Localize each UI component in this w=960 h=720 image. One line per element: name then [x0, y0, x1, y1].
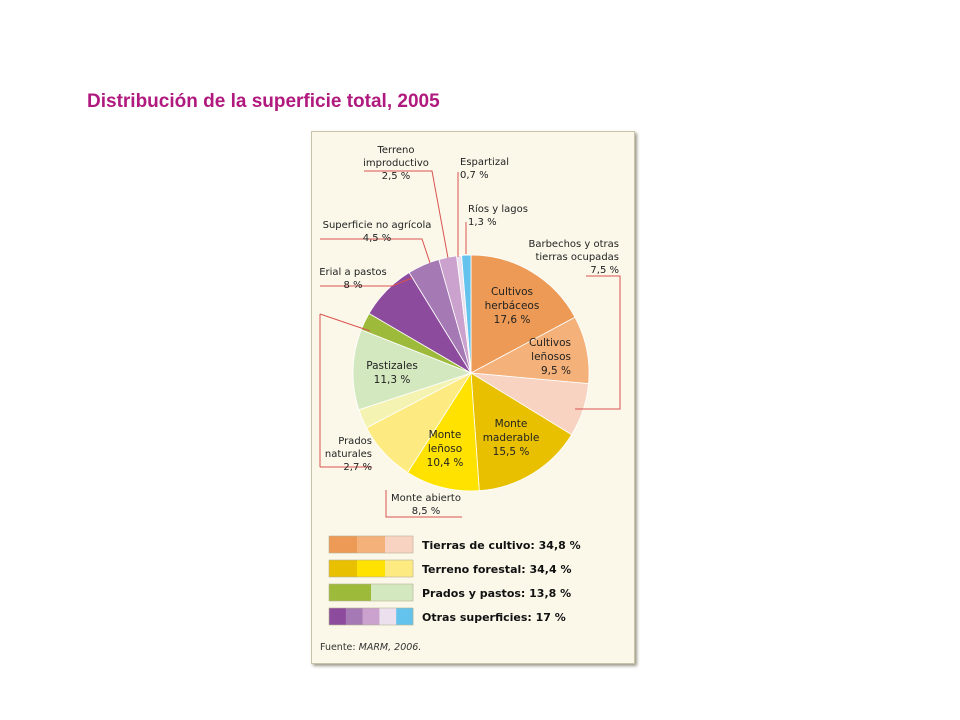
- slice-label-rios-y-lagos: Ríos y lagos 1,3 %: [468, 204, 528, 228]
- legend-swatch: [363, 608, 380, 625]
- callout-line-terreno-improductivo: [364, 171, 448, 258]
- slice-label-monte-abierto: Monte abierto 8,5 %: [391, 493, 461, 517]
- legend-swatch: [357, 560, 385, 577]
- legend-swatch: [329, 560, 357, 577]
- page-title: Distribución de la superficie total, 2005: [87, 91, 440, 112]
- legend-label: Tierras de cultivo: 34,8 %: [422, 539, 581, 552]
- slice-label-superficie-no-agricola: Superficie no agrícola 4,5 %: [322, 220, 432, 244]
- source-note: Fuente: MARM, 2006.: [320, 642, 422, 653]
- slice-label-cultivos-herbaceos: Cultivos herbáceos 17,6 %: [484, 286, 540, 326]
- slice-label-terreno-improductivo: Terreno improductivo 2,5 %: [363, 145, 429, 182]
- legend-swatch: [385, 560, 413, 577]
- legend-swatch: [329, 536, 357, 553]
- legend-swatch: [385, 536, 413, 553]
- legend-item: [329, 560, 571, 577]
- legend-swatch: [357, 536, 385, 553]
- legend-swatch: [346, 608, 363, 625]
- slice-label-prados-naturales: Prados naturales 2,7 %: [324, 436, 372, 473]
- legend-item: [329, 584, 571, 601]
- legend-swatch: [371, 584, 413, 601]
- slice-label-monte-lenoso: Monte leñoso 10,4 %: [426, 429, 464, 469]
- legend-label: Otras superficies: 17 %: [422, 611, 566, 624]
- slice-label-erial-a-pastos: Erial a pastos 8 %: [319, 267, 387, 291]
- legend-label: Terreno forestal: 34,4 %: [422, 563, 572, 576]
- legend-label: Prados y pastos: 13,8 %: [422, 587, 572, 600]
- legend-item: [329, 608, 566, 625]
- slice-label-monte-maderable: Monte maderable 15,5 %: [482, 418, 540, 458]
- legend-swatch: [329, 584, 371, 601]
- legend-item: [329, 536, 581, 553]
- pie-chart-figure: [312, 132, 634, 663]
- legend-swatch: [396, 608, 413, 625]
- slice-label-espartizal: Espartizal 0,7 %: [460, 157, 509, 181]
- slice-label-cultivos-lenosos: Cultivos leñosos 9,5 %: [528, 337, 571, 377]
- figure-card: [311, 131, 635, 664]
- legend-swatch: [329, 608, 346, 625]
- callout-line-prados-green: [320, 314, 370, 331]
- legend: [329, 536, 581, 625]
- legend-swatch: [379, 608, 396, 625]
- slice-label-barbechos: Barbechos y otras tierras ocupadas 7,5 %: [528, 239, 619, 276]
- slice-label-pastizales: Pastizales 11,3 %: [366, 360, 418, 386]
